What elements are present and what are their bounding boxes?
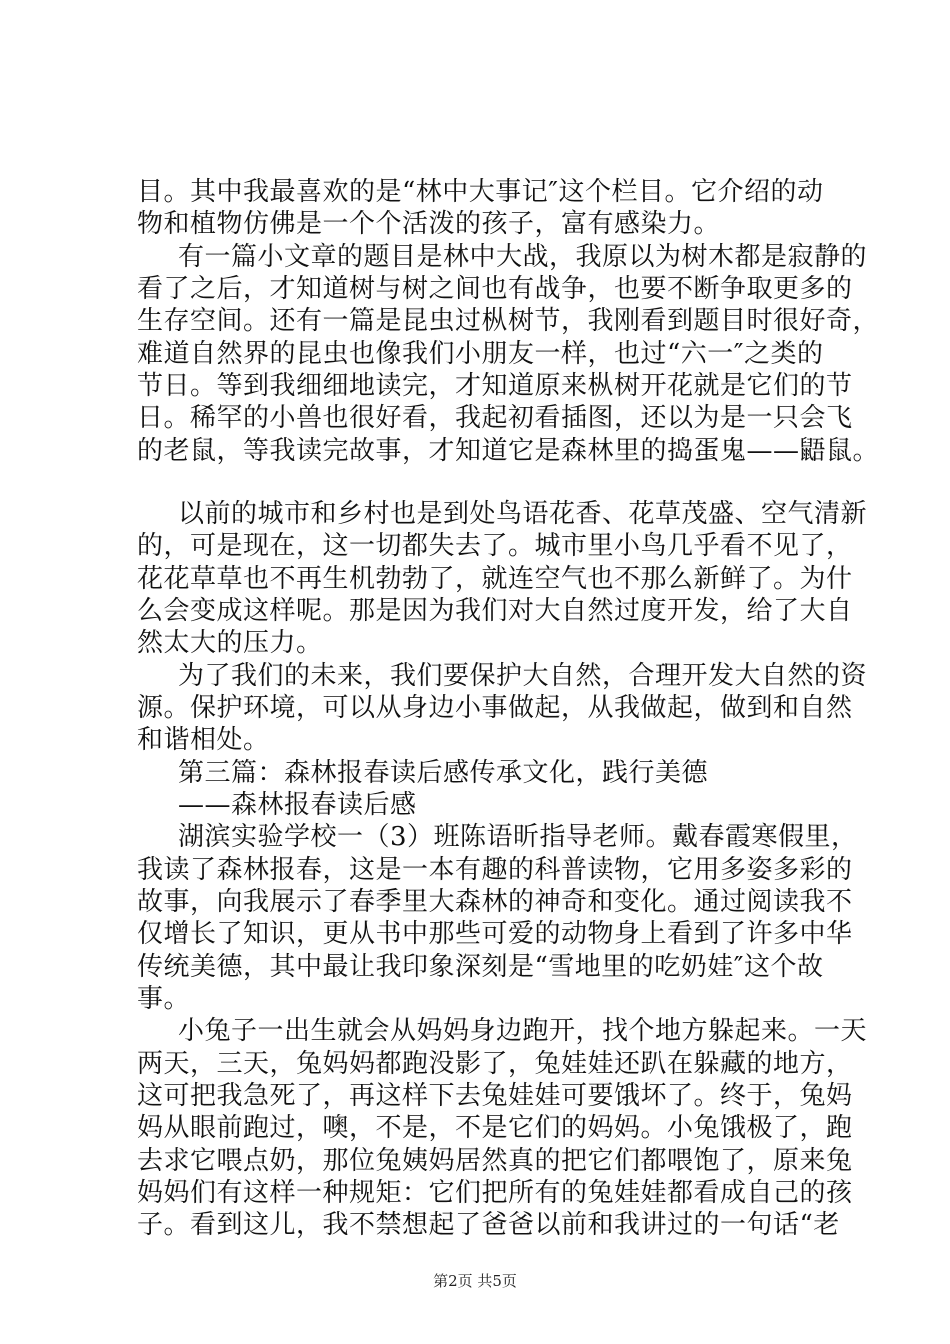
text-line: 为了我们的未来，我们要保护大自然，合理开发大自然的资 bbox=[178, 661, 868, 691]
text-line: 的老鼠，等我读完故事，才知道它是森林里的捣蛋鬼——鼯鼠。 bbox=[137, 436, 880, 466]
text-line: 目。其中我最喜欢的是“林中大事记″这个栏目。它介绍的动 bbox=[137, 177, 824, 207]
text-line: 生存空间。还有一篇是昆虫过枞树节，我刚看到题目时很好奇， bbox=[137, 306, 880, 336]
section-subtitle: ——森林报春读后感 bbox=[178, 790, 417, 820]
text-line: 日。稀罕的小兽也很好看，我起初看插图，还以为是一只会飞 bbox=[137, 403, 853, 433]
text-line: 两天，三天，兔妈妈都跑没影了，兔娃娃还趴在躲藏的地方， bbox=[137, 1049, 853, 1079]
text-line: 难道自然界的昆虫也像我们小朋友一样，也过“六一″之类的 bbox=[137, 339, 824, 369]
text-line: 然太大的压力。 bbox=[137, 628, 323, 658]
text-line: 和谐相处。 bbox=[137, 725, 270, 755]
text-line: 故事，向我展示了春季里大森林的神奇和变化。通过阅读我不 bbox=[137, 887, 853, 917]
text-line: 传统美德，其中最让我印象深刻是“雪地里的吃奶娃″这个故 bbox=[137, 952, 824, 982]
section-title: 第三篇：森林报春读后感传承文化，践行美德 bbox=[178, 758, 709, 788]
text-line: 湖滨实验学校一（3）班陈语昕指导老师。戴春霞寒假里， bbox=[178, 822, 858, 852]
text-line: 妈妈们有这样一种规矩：它们把所有的兔娃娃都看成自己的孩 bbox=[137, 1178, 853, 1208]
text-line: 以前的城市和乡村也是到处鸟语花香、花草茂盛、空气清新 bbox=[178, 499, 868, 529]
text-line: 事。 bbox=[137, 984, 191, 1014]
text-line: 有一篇小文章的题目是林中大战，我原以为树木都是寂静的 bbox=[178, 242, 868, 272]
text-line: 源。保护环境，可以从身边小事做起，从我做起，做到和自然 bbox=[137, 693, 853, 723]
text-line: 我读了森林报春，这是一本有趣的科普读物，它用多姿多彩的 bbox=[137, 855, 853, 885]
text-line: 仅增长了知识，更从书中那些可爱的动物身上看到了许多中华 bbox=[137, 919, 853, 949]
text-line: 妈从眼前跑过，噢，不是，不是它们的妈妈。小兔饿极了，跑 bbox=[137, 1113, 853, 1143]
text-line: 物和植物仿佛是一个个活泼的孩子，富有感染力。 bbox=[137, 209, 721, 239]
text-line: 的，可是现在，这一切都失去了。城市里小鸟几乎看不见了， bbox=[137, 531, 853, 561]
text-line: 么会变成这样呢。那是因为我们对大自然过度开发，给了大自 bbox=[137, 596, 853, 626]
text-line: 节日。等到我细细地读完，才知道原来枞树开花就是它们的节 bbox=[137, 371, 853, 401]
text-line: 去求它喂点奶，那位兔姨妈居然真的把它们都喂饱了，原来兔 bbox=[137, 1146, 853, 1176]
text-line: 看了之后，才知道树与树之间也有战争，也要不断争取更多的 bbox=[137, 274, 853, 304]
text-line: 这可把我急死了，再这样下去兔娃娃可要饿坏了。终于，兔妈 bbox=[137, 1081, 853, 1111]
text-line: 子。看到这儿，我不禁想起了爸爸以前和我讲过的一句话“老 bbox=[137, 1210, 840, 1240]
page-number: 第2页 共5页 bbox=[433, 1272, 517, 1290]
text-line: 花花草草也不再生机勃勃了，就连空气也不那么新鲜了。为什 bbox=[137, 564, 853, 594]
text-line: 小兔子一出生就会从妈妈身边跑开，找个地方躲起来。一天 bbox=[178, 1016, 868, 1046]
